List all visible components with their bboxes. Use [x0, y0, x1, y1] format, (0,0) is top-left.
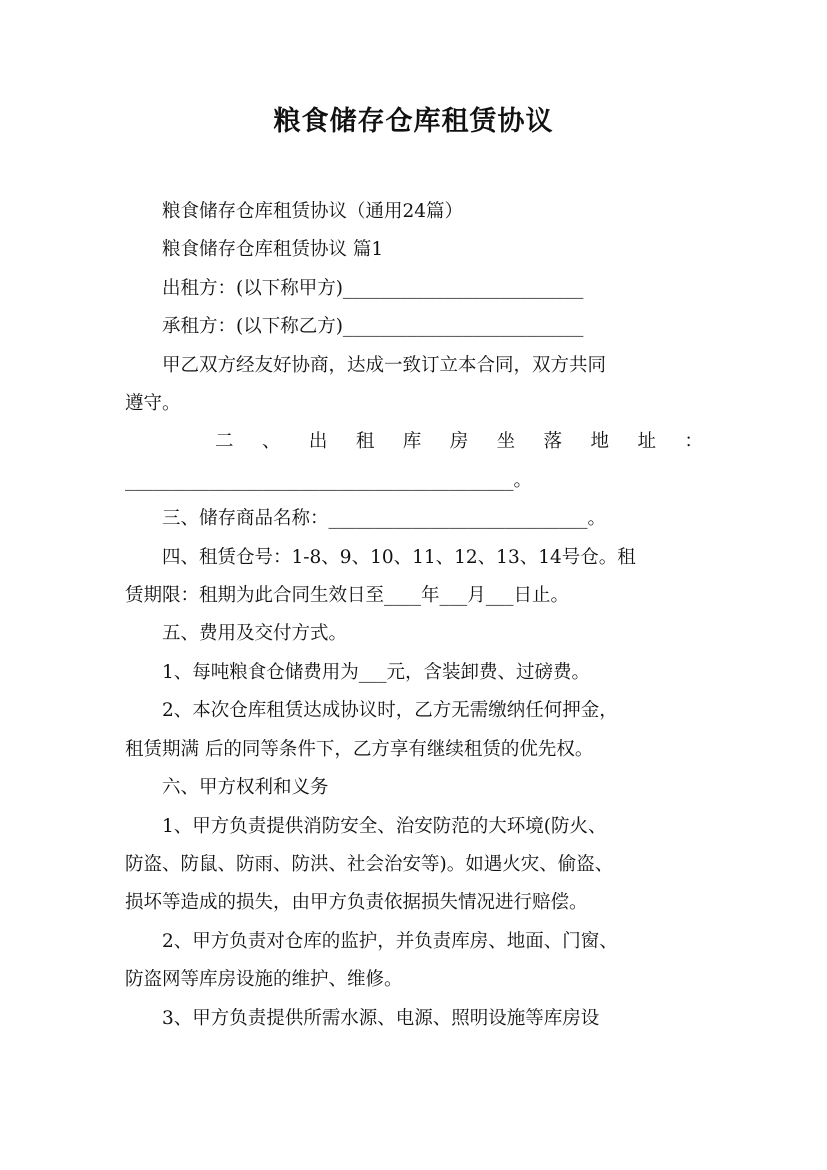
paragraph-fee-item2-line1: 2、本次仓库租赁达成协议时，乙方无需缴纳任何押金，: [162, 700, 618, 722]
spread-char: 地: [590, 431, 610, 453]
document-title: 粮食储存仓库租赁协议: [273, 106, 554, 137]
paragraph-lessor: 出租方：(以下称甲方)__________________________: [162, 277, 584, 299]
spread-char: 库: [402, 431, 422, 453]
paragraph-doc-heading: 粮食储存仓库租赁协议（通用24篇）: [162, 201, 464, 222]
paragraph-duty3-line1: 3、甲方负责提供所需水源、电源、照明设施等库房设: [162, 1007, 600, 1029]
paragraph-goods-name: 三、储存商品名称：____________________________。: [162, 508, 607, 530]
paragraph-lease-number-line2: 赁期限：租期为此合同生效日至____年___月___日止。: [125, 585, 570, 607]
spread-char: 坐: [496, 431, 516, 453]
paragraph-lease-number-line1: 四、租赁仓号：1-8、9、10、11、12、13、14号仓。租: [162, 546, 636, 568]
paragraph-section-label: 粮食储存仓库租赁协议 篇1: [162, 239, 384, 261]
document-body: [125, 193, 703, 1038]
paragraph-warehouse-address-line2: __________________________________________。: [125, 469, 533, 491]
paragraph-duty1-line3: 损坏等造成的损失，由甲方负责依据损失情况进行赔偿。: [125, 892, 588, 914]
spread-char: 租: [355, 431, 375, 453]
paragraph-duty2-line2: 防盗网等库房设施的维护、维修。: [125, 969, 403, 991]
paragraph-duty1-line1: 1、甲方负责提供消防安全、治安防范的大环境(防火、: [162, 815, 607, 837]
paragraph-fee-item2-line2: 租赁期满 后的同等条件下，乙方享有继续租赁的优先权。: [125, 738, 594, 760]
spread-char: 二: [215, 431, 234, 453]
spread-char: 房: [449, 431, 469, 453]
spread-char: 落: [543, 431, 563, 453]
spread-char: 、: [261, 431, 281, 453]
paragraph-warehouse-address-line1: [125, 423, 703, 461]
paragraph-fees-heading: 五、费用及交付方式。: [162, 623, 348, 645]
paragraph-lessee: 承租方：(以下称乙方)__________________________: [162, 316, 584, 338]
paragraph-agreement-line2: 遵守。: [125, 393, 181, 415]
paragraph-duty2-line1: 2、甲方负责对仓库的监护，并负责库房、地面、门窗、: [162, 930, 618, 952]
paragraph-duty1-line2: 防盗、防鼠、防雨、防洪、社会治安等)。如遇火灾、偷盗、: [125, 853, 614, 875]
paragraph-fee-item1: 1、每吨粮食仓储费用为___元，含装卸费、过磅费。: [162, 661, 591, 683]
paragraph-agreement-line1: 甲乙双方经友好协商，达成一致订立本合同，双方共同: [162, 354, 607, 376]
spread-char: 出: [308, 431, 328, 453]
spread-char: ：: [684, 431, 703, 453]
paragraph-lessor-duties-heading: 六、甲方权利和义务: [162, 777, 329, 799]
spread-char: 址: [637, 431, 656, 453]
